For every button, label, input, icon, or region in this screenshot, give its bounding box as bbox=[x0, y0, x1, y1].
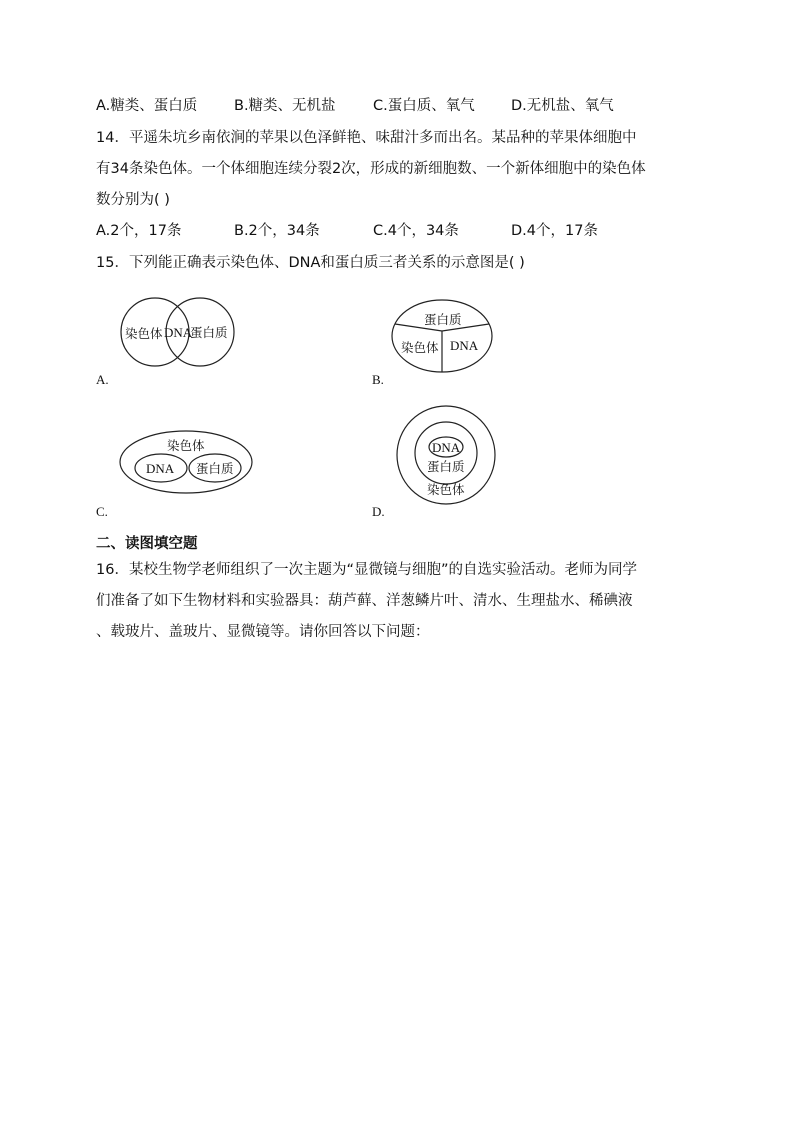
diagram-b bbox=[392, 300, 502, 374]
option-label-b: B. bbox=[372, 372, 384, 387]
q16-stem-line-2: 们准备了如下生物材料和实验器具：葫芦藓、洋葱鳞片叶、清水、生理盐水、稀碘液 bbox=[96, 593, 633, 609]
diagram-b-chromosome-label: 染色体 bbox=[401, 340, 439, 355]
diagram-b-dna-label: DNA bbox=[450, 338, 479, 353]
q13-option-d: D.无机盐、氧气 bbox=[511, 98, 614, 114]
diagram-a-dna-label: DNA bbox=[164, 325, 193, 340]
q14-option-a: A.2个，17条 bbox=[96, 223, 182, 239]
diagram-d-chromosome-label: 染色体 bbox=[427, 482, 465, 497]
diagram-a-protein-label: 蛋白质 bbox=[190, 325, 228, 340]
q13-option-a: A.糖类、蛋白质 bbox=[96, 98, 198, 114]
q16-stem-line-1: 16．某校生物学老师组织了一次主题为“显微镜与细胞”的自选实验活动。老师为同学 bbox=[96, 562, 637, 578]
option-label-d: D. bbox=[372, 504, 385, 519]
q14-stem-line-2: 有34条染色体。一个体细胞连续分裂2次，形成的新细胞数、一个新体细胞中的染色体 bbox=[96, 161, 646, 177]
q14-option-d: D.4个，17条 bbox=[511, 223, 598, 239]
q16-stem-line-3: 、载玻片、盖玻片、显微镜等。请你回答以下问题： bbox=[96, 624, 430, 640]
diagram-d bbox=[396, 405, 498, 507]
option-label-a: A. bbox=[96, 372, 109, 387]
diagram-d-dna-label: DNA bbox=[432, 440, 461, 455]
diagram-c bbox=[119, 430, 255, 494]
diagram-d-protein-label: 蛋白质 bbox=[427, 459, 465, 474]
diagram-c-protein-label: 蛋白质 bbox=[196, 461, 234, 476]
q13-option-b: B.糖类、无机盐 bbox=[234, 98, 336, 114]
option-label-c: C. bbox=[96, 504, 108, 519]
diagram-a bbox=[118, 292, 248, 372]
q14-option-b: B.2个，34条 bbox=[234, 223, 320, 239]
q14-options bbox=[96, 221, 598, 241]
diagram-c-dna-label: DNA bbox=[146, 461, 175, 476]
q13-options bbox=[96, 96, 614, 116]
diagram-b-protein-label: 蛋白质 bbox=[424, 312, 462, 327]
q13-option-c: C.蛋白质、氧气 bbox=[373, 98, 475, 114]
q15-stem: 15．下列能正确表示染色体、DNA和蛋白质三者关系的示意图是( ) bbox=[96, 255, 525, 271]
q14-option-c: C.4个，34条 bbox=[373, 223, 459, 239]
q14-stem-line-3: 数分别为( ) bbox=[96, 192, 170, 208]
diagram-a-chromosome-label: 染色体 bbox=[125, 326, 163, 341]
section-title: 二、读图填空题 bbox=[96, 536, 198, 552]
diagram-c-chromosome-label: 染色体 bbox=[167, 438, 205, 453]
q14-stem-line-1: 14．平遥朱坑乡南依涧的苹果以色泽鲜艳、味甜汁多而出名。某品种的苹果体细胞中 bbox=[96, 130, 637, 146]
